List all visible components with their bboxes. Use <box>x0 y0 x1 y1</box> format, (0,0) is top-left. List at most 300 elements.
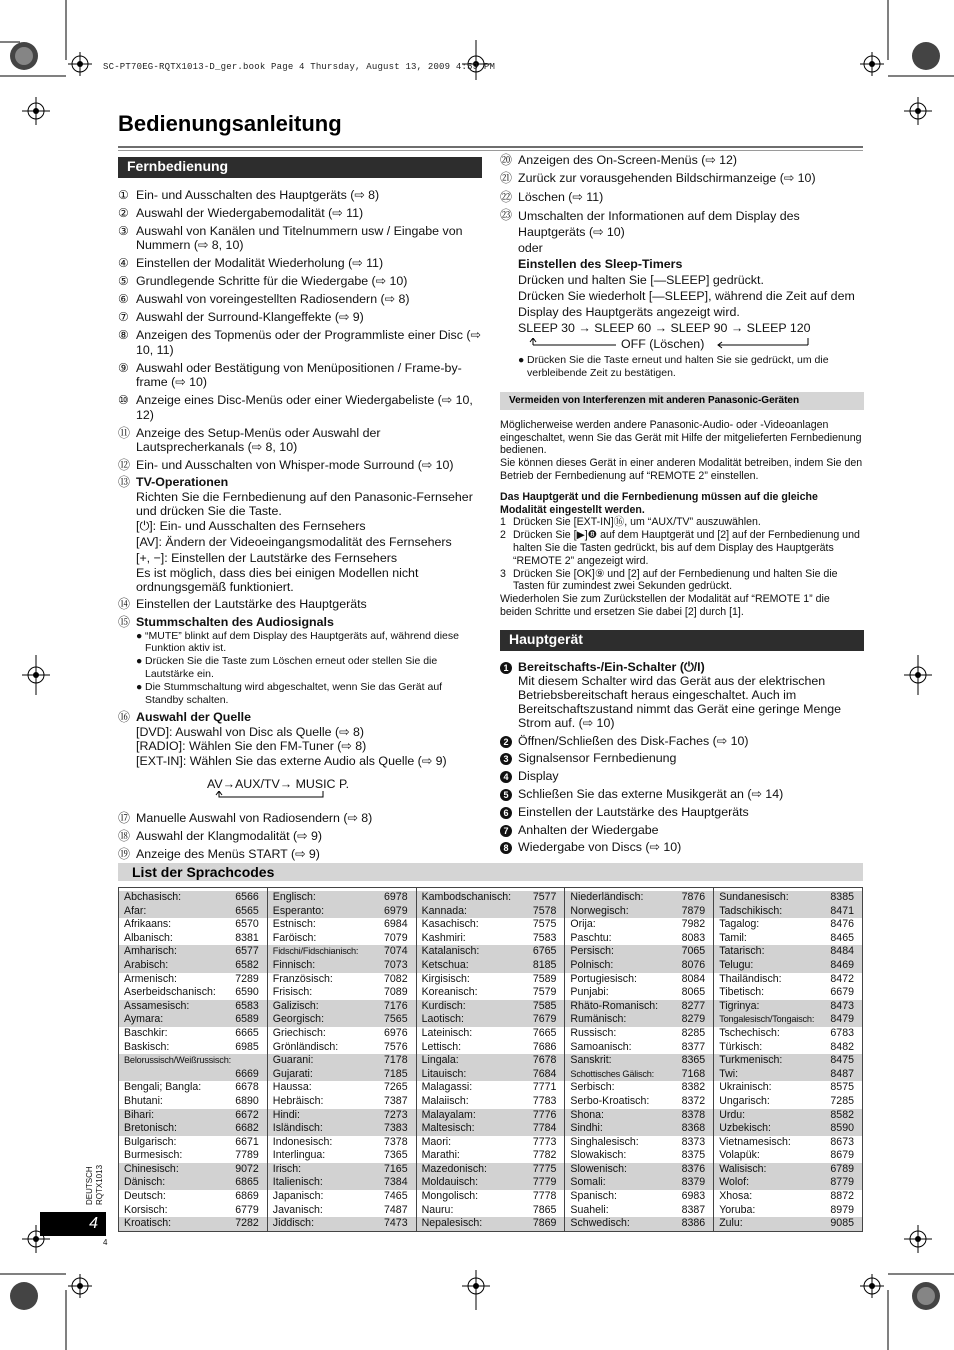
language-code: 8083 <box>681 931 706 944</box>
language-row <box>119 905 267 919</box>
language-row <box>714 1122 862 1136</box>
language-name: Baschkir: <box>124 1026 168 1039</box>
language-name: Finnisch: <box>272 958 316 971</box>
language-name: Ketschua: <box>421 958 469 971</box>
language-code: 6979 <box>384 904 408 917</box>
language-row <box>119 945 267 959</box>
language-code: 7775 <box>532 1162 557 1175</box>
language-row <box>565 918 713 932</box>
language-name: Abchasisch: <box>124 891 182 903</box>
language-row <box>417 1054 565 1068</box>
language-row <box>119 1122 267 1136</box>
language-name: Galizisch: <box>272 999 319 1012</box>
language-code: 8779 <box>830 1176 854 1189</box>
item-text: Signalsensor Fernbedienung <box>518 751 677 766</box>
language-name: Wolof: <box>719 1176 750 1189</box>
language-code: 6765 <box>532 945 557 958</box>
language-name: Aserbeidschanisch: <box>124 986 216 999</box>
language-name: Hebräisch: <box>272 1094 324 1107</box>
language-code: 8590 <box>830 1122 854 1135</box>
language-name: Malagassi: <box>421 1081 473 1094</box>
language-row <box>714 1027 862 1041</box>
language-code: 7865 <box>532 1203 557 1216</box>
language-code: 7378 <box>384 1135 408 1148</box>
language-name: Nepalesisch: <box>421 1217 483 1230</box>
number-badge: 2 <box>500 736 512 748</box>
language-row <box>417 959 565 973</box>
item-number: ② <box>118 206 129 220</box>
item23-oder: oder <box>518 241 543 256</box>
language-code: 6984 <box>384 918 408 931</box>
language-row <box>268 1122 416 1136</box>
language-code: 6672 <box>235 1108 259 1121</box>
language-code: 6678 <box>235 1081 259 1094</box>
item-text: Anzeige eines Disc-Menüs oder einer Wiedergabeliste (⇨ 10, 12) <box>136 393 473 422</box>
language-row <box>119 918 267 932</box>
language-name: Moldauisch: <box>421 1176 479 1189</box>
language-name: Urdu: <box>719 1108 746 1121</box>
language-row <box>565 1027 713 1041</box>
language-row <box>565 1122 713 1136</box>
language-code: 7982 <box>681 918 706 931</box>
language-name: Tongalesisch/Tongaisch: <box>719 1014 815 1025</box>
language-row <box>268 1041 416 1055</box>
language-name: Belorussisch/Weißrussisch: <box>124 1055 231 1066</box>
standby-text: Mit diesem Schalter wird das Gerät aus der elektrischen Betriebsbereitschaft heraus eingeschaltet. Auch im Bereitschaftszustand nimmt das Gerät eine geringe Menge Strom auf. (⇨ 10) <box>518 674 842 731</box>
language-code: 7577 <box>532 891 557 903</box>
language-row <box>417 1190 565 1204</box>
language-code: 7579 <box>532 986 557 999</box>
language-name: Tadschikisch: <box>719 904 783 917</box>
language-row <box>268 1136 416 1150</box>
language-code: 7074 <box>384 945 408 958</box>
item-number: ⑤ <box>118 274 129 289</box>
language-code: 7089 <box>384 986 408 999</box>
language-row <box>565 1149 713 1163</box>
interference-heading: Vermeiden von Interferenzen mit anderen Panasonic-Geräten <box>500 392 864 410</box>
language-row <box>565 945 713 959</box>
language-code: 7176 <box>384 999 408 1012</box>
language-name: Haussa: <box>272 1081 312 1094</box>
item-number: ⑲ <box>118 847 131 862</box>
language-row <box>565 932 713 946</box>
item-text: Schließen Sie das externe Musikgerät an (⇨ 14) <box>518 786 784 801</box>
language-code: 6590 <box>235 986 259 999</box>
language-name: Interlingua: <box>272 1149 326 1162</box>
language-name: Spanisch: <box>570 1190 617 1203</box>
language-row <box>565 1217 713 1231</box>
language-code: 6570 <box>235 918 259 931</box>
language-name: Walisisch: <box>719 1162 767 1175</box>
language-name: Estnisch: <box>272 918 316 931</box>
language-name: Rumänisch: <box>570 1013 627 1026</box>
item-number <box>500 805 518 819</box>
language-row <box>268 1068 416 1082</box>
language-name: Kasachisch: <box>421 918 479 931</box>
language-code: 6583 <box>235 999 259 1012</box>
language-row <box>714 891 862 905</box>
language-name: Nauru: <box>421 1203 454 1216</box>
language-code: 8084 <box>681 972 706 985</box>
language-name: Dänisch: <box>124 1176 166 1189</box>
language-code: 7585 <box>532 999 557 1012</box>
language-row <box>119 1081 267 1095</box>
language-row <box>268 959 416 973</box>
language-name: Javanisch: <box>272 1203 323 1216</box>
right-column <box>500 153 864 855</box>
language-row <box>417 1041 565 1055</box>
language-row <box>565 973 713 987</box>
language-name: Gujarati: <box>272 1067 313 1080</box>
language-code: 8487 <box>830 1067 854 1080</box>
language-name: Russisch: <box>570 1026 617 1039</box>
source-cycle-text: AV→AUX/TV→ MUSIC P. <box>207 777 350 792</box>
language-row <box>714 1136 862 1150</box>
language-code: 6577 <box>235 945 259 958</box>
language-row <box>714 1217 862 1231</box>
language-row <box>268 1176 416 1190</box>
mute-note: ● “MUTE” blinkt auf dem Display des Hauptgeräts auf, während diese Funktion aktiv ist. <box>136 629 459 655</box>
language-code: 7178 <box>384 1054 408 1067</box>
language-row <box>565 1176 713 1190</box>
language-code: 7387 <box>384 1094 408 1107</box>
item-text: Öffnen/Schließen des Disk-Faches (⇨ 10) <box>518 733 749 748</box>
source-line: [RADIO]: Wählen Sie den FM-Tuner (⇨ 8) <box>136 739 367 754</box>
source-line: [EXT-IN]: Wählen Sie das externe Audio als Quelle (⇨ 9) <box>136 753 447 768</box>
number-badge: 7 <box>500 825 512 837</box>
language-name: Irisch: <box>272 1162 302 1175</box>
language-name: Kurdisch: <box>421 999 466 1012</box>
language-row <box>714 1013 862 1027</box>
list-item <box>118 811 482 825</box>
language-name: Tschechisch: <box>719 1026 780 1039</box>
item-text: Auswahl der Klangmodalität (⇨ 9) <box>136 829 323 844</box>
language-name: Tibetisch: <box>719 986 765 999</box>
language-code: 7465 <box>384 1190 408 1203</box>
item-text: Anzeigen des Topmenüs oder der Programmliste einer Disc (⇨ 10, 11) <box>136 328 481 357</box>
list-item <box>500 840 864 854</box>
language-name: Katalanisch: <box>421 945 480 958</box>
item-number <box>500 751 518 765</box>
item-text: Zurück zur vorausgehenden Bildschirmanzeige (⇨ 10) <box>518 171 816 186</box>
language-code: 6976 <box>384 1026 408 1039</box>
language-row <box>268 891 416 905</box>
page-number: 4 <box>40 1212 106 1236</box>
item-text: Einstellen der Modalität Wiederholung (⇨ 11) <box>136 256 384 271</box>
language-code: 9072 <box>235 1162 259 1175</box>
language-name: Bulgarisch: <box>124 1135 177 1148</box>
language-name: Volapük: <box>719 1149 760 1162</box>
language-row <box>119 986 267 1000</box>
language-row <box>417 1217 565 1231</box>
source-cycle <box>207 777 482 805</box>
interf-paragraph: Möglicherweise werden andere Panasonic-Audio- oder -Videoanlagen eingeschaltet, wenn Sie das Gerät mit Hilfe der mitgelieferten Fernbedienung bedienen. <box>500 418 862 457</box>
language-code: 6869 <box>235 1190 259 1203</box>
language-row <box>417 1000 565 1014</box>
language-code: 6779 <box>235 1203 259 1216</box>
interf-bold: Das Hauptgerät und die Fernbedienung müssen auf die gleiche Modalität eingestellt werden. <box>500 490 818 516</box>
language-code: 7282 <box>235 1217 259 1230</box>
language-name: Koreanisch: <box>421 986 478 999</box>
language-code: 7383 <box>384 1122 408 1135</box>
language-code: 8365 <box>681 1054 706 1067</box>
language-name: Zulu: <box>719 1217 743 1230</box>
list-item <box>118 829 482 843</box>
item-text: Manuelle Auswahl von Radiosendern (⇨ 8) <box>136 811 373 826</box>
language-row <box>565 1013 713 1027</box>
list-item <box>118 224 482 253</box>
item-text: Display <box>518 769 559 784</box>
language-code: 7779 <box>532 1176 557 1189</box>
language-row <box>119 932 267 946</box>
item-text: Einstellen der Lautstärke des Hauptgeräts <box>136 596 367 611</box>
language-codes-heading: List der Sprachcodes <box>118 863 863 881</box>
language-row <box>268 973 416 987</box>
remote-item-source <box>118 710 482 805</box>
language-name: Kambodschanisch: <box>421 891 512 903</box>
language-name: Yoruba: <box>719 1203 756 1216</box>
language-code: 8279 <box>681 1013 706 1026</box>
tv-line: [+, −]: Einstellen der Lautstärke des Fernsehers <box>136 550 398 565</box>
item-text: Grundlegende Schritte für die Wiedergabe (⇨ 10) <box>136 274 408 289</box>
list-item <box>500 171 864 185</box>
item-text: Anzeige des Setup-Menüs oder Auswahl der Lautsprecherkanals (⇨ 8, 10) <box>136 425 381 455</box>
language-row <box>119 1054 267 1068</box>
item-text: Anzeige des Menüs START (⇨ 9) <box>136 847 320 862</box>
language-name: Tamil: <box>719 931 747 944</box>
language-name: Lateinisch: <box>421 1026 473 1039</box>
language-code: 7365 <box>384 1149 408 1162</box>
language-row <box>119 1136 267 1150</box>
remote-section <box>118 157 482 862</box>
language-code: 8378 <box>681 1108 706 1121</box>
language-code: 6582 <box>235 958 259 971</box>
language-code: 7289 <box>235 972 259 985</box>
language-row <box>417 1176 565 1190</box>
language-row <box>714 1176 862 1190</box>
language-row <box>119 1217 267 1231</box>
language-code: 8065 <box>681 986 706 999</box>
language-row <box>714 1190 862 1204</box>
language-code: 6983 <box>681 1190 706 1203</box>
list-item <box>500 751 864 765</box>
language-name: Griechisch: <box>272 1026 326 1039</box>
language-code: 6671 <box>235 1135 259 1148</box>
language-column <box>565 888 714 1231</box>
item-text: Anzeigen des On-Screen-Menüs (⇨ 12) <box>518 153 738 167</box>
language-code: 7487 <box>384 1203 408 1216</box>
language-row <box>565 891 713 905</box>
interf-step <box>500 568 864 594</box>
list-item <box>118 393 482 422</box>
language-code: 8386 <box>681 1217 706 1230</box>
language-code: 8582 <box>830 1108 854 1121</box>
language-row <box>565 1204 713 1218</box>
language-row <box>714 905 862 919</box>
sleep-line: Drücken Sie wiederholt [—SLEEP], während die Zeit auf dem Display des Hauptgeräts angezeigt wird. <box>518 289 855 320</box>
language-code: 7165 <box>384 1162 408 1175</box>
list-item <box>118 847 482 861</box>
item-number: ㉓ <box>500 208 513 223</box>
sleep-off-row <box>518 336 864 352</box>
language-row <box>565 1000 713 1014</box>
item-number: ⑪ <box>118 425 131 440</box>
item-number: ⑨ <box>118 360 129 375</box>
language-code: 7576 <box>384 1040 408 1053</box>
language-name: Isländisch: <box>272 1122 323 1135</box>
language-code: 6890 <box>235 1094 259 1107</box>
language-code: 7869 <box>532 1217 557 1230</box>
list-item <box>118 310 482 324</box>
language-code: 7565 <box>384 1013 408 1026</box>
language-row <box>119 1013 267 1027</box>
language-code: 7273 <box>384 1108 408 1121</box>
item-number: ⑯ <box>118 710 131 725</box>
language-row <box>268 918 416 932</box>
language-name: Serbisch: <box>570 1081 615 1094</box>
language-name: Italienisch: <box>272 1176 323 1189</box>
language-row <box>268 1054 416 1068</box>
language-name: Türkisch: <box>719 1040 763 1053</box>
remote-item-list-right <box>500 153 864 204</box>
language-code: 8476 <box>830 918 854 931</box>
language-name: Chinesisch: <box>124 1162 179 1175</box>
language-row <box>565 1095 713 1109</box>
language-row <box>119 1027 267 1041</box>
language-code: 8185 <box>532 958 557 971</box>
language-name: Schottisches Gälisch: <box>570 1068 655 1079</box>
language-name: Jiddisch: <box>272 1217 315 1230</box>
language-code: 8373 <box>681 1135 706 1148</box>
language-name: Xhosa: <box>719 1190 753 1203</box>
step-text: Drücken Sie [EXT-IN]⑯, um “AUX/TV” auszuwählen. <box>513 516 761 529</box>
language-code: 8679 <box>830 1149 854 1162</box>
language-row <box>119 1109 267 1123</box>
language-column <box>714 888 862 1231</box>
language-name: Georgisch: <box>272 1013 325 1026</box>
language-code: 8979 <box>830 1203 854 1216</box>
language-name: Japanisch: <box>272 1190 324 1203</box>
language-code: 8285 <box>681 1026 706 1039</box>
language-row <box>714 918 862 932</box>
language-row <box>268 1190 416 1204</box>
item-number: ㉒ <box>500 189 513 204</box>
language-name: Maltesisch: <box>421 1122 475 1135</box>
language-name: Portugiesisch: <box>570 972 637 985</box>
interf-step <box>500 529 864 567</box>
item-text: Wiedergabe von Discs (⇨ 10) <box>518 840 682 855</box>
language-name: Guarani: <box>272 1054 314 1067</box>
language-row <box>565 959 713 973</box>
language-code: 7073 <box>384 958 408 971</box>
language-name: Polnisch: <box>570 958 614 971</box>
language-name: Indonesisch: <box>272 1135 333 1148</box>
language-code: 7065 <box>681 945 706 958</box>
step-text: Drücken Sie [▶]❽ auf dem Hauptgerät und [2] auf der Fernbedienung und halten Sie die Tasten gedrückt, bis auf dem Display des Hauptgeräts “REMOTE 2” angezeigt wird. <box>513 529 860 567</box>
language-row <box>119 1190 267 1204</box>
language-code: 8376 <box>681 1162 706 1175</box>
number-badge: 5 <box>500 789 512 801</box>
tv-title: TV-Operationen <box>136 475 229 490</box>
language-row <box>714 932 862 946</box>
list-item <box>118 292 482 306</box>
language-row <box>565 905 713 919</box>
item-text: Auswahl von Kanälen und Titelnummern usw / Eingabe von Nummern (⇨ 8, 10) <box>136 224 463 253</box>
language-row <box>268 986 416 1000</box>
item-number: ⑱ <box>118 829 131 844</box>
item-number <box>500 787 518 801</box>
language-name: Burmesisch: <box>124 1149 183 1162</box>
language-row <box>714 986 862 1000</box>
list-item <box>118 328 482 357</box>
item-text: Anhalten der Wiedergabe <box>518 822 659 837</box>
language-name: Kroatisch: <box>124 1217 172 1230</box>
language-name: Vietnamesisch: <box>719 1135 791 1148</box>
language-row <box>268 932 416 946</box>
step-number: 3 <box>500 567 506 580</box>
language-row <box>417 973 565 987</box>
language-row <box>119 1204 267 1218</box>
remote-item-23 <box>500 208 864 380</box>
language-code: 6679 <box>830 986 854 999</box>
item-number: ③ <box>118 224 129 238</box>
language-code: 7589 <box>532 972 557 985</box>
sleep-line: Drücken und halten Sie [—SLEEP] gedrückt. <box>518 273 764 288</box>
language-code: 8473 <box>830 999 854 1012</box>
language-code: 6978 <box>384 891 408 903</box>
language-row <box>417 1204 565 1218</box>
list-item <box>118 188 482 202</box>
language-row <box>417 1136 565 1150</box>
language-column <box>268 888 417 1231</box>
language-row <box>714 1163 862 1177</box>
interf-steps <box>500 516 864 593</box>
language-row <box>714 1204 862 1218</box>
language-code: 7773 <box>532 1135 557 1148</box>
step-number: 1 <box>500 516 506 529</box>
sleep-off: OFF (Löschen) <box>621 337 705 352</box>
number-badge: 6 <box>500 807 512 819</box>
item23-text: Umschalten der Informationen auf dem Display des Hauptgeräts (⇨ 10) <box>518 209 800 240</box>
list-item <box>500 190 864 204</box>
language-row <box>268 1217 416 1231</box>
language-name: Paschtu: <box>570 931 612 944</box>
language-name: Singhalesisch: <box>570 1135 639 1148</box>
language-name: Frisisch: <box>272 986 313 999</box>
language-row <box>714 973 862 987</box>
step-number: 2 <box>500 529 506 542</box>
language-row <box>565 1163 713 1177</box>
language-column <box>119 888 268 1231</box>
language-name: Französisch: <box>272 972 333 985</box>
sleep-note: ● Drücken Sie die Taste erneut und halten Sie sie gedrückt, um die verbleibende Zeit zu bestätigen. <box>518 354 829 380</box>
language-name: Samoanisch: <box>570 1040 632 1053</box>
language-code: 7473 <box>384 1217 408 1230</box>
remote-item-tv <box>118 475 482 593</box>
item-text: Auswahl oder Bestätigung von Menüpositionen / Frame-by-frame (⇨ 10) <box>136 360 462 390</box>
language-code: 8372 <box>681 1094 706 1107</box>
item-text: Auswahl von voreingestellten Radiosendern (⇨ 8) <box>136 292 410 307</box>
language-name: Somali: <box>570 1176 606 1189</box>
language-code: 6789 <box>830 1162 854 1175</box>
language-row <box>417 1095 565 1109</box>
language-name: Telugu: <box>719 958 754 971</box>
language-row <box>714 1095 862 1109</box>
language-row <box>565 986 713 1000</box>
language-code: 6783 <box>830 1026 854 1039</box>
interference-body <box>500 419 864 619</box>
language-name: Turkmenisch: <box>719 1054 783 1067</box>
